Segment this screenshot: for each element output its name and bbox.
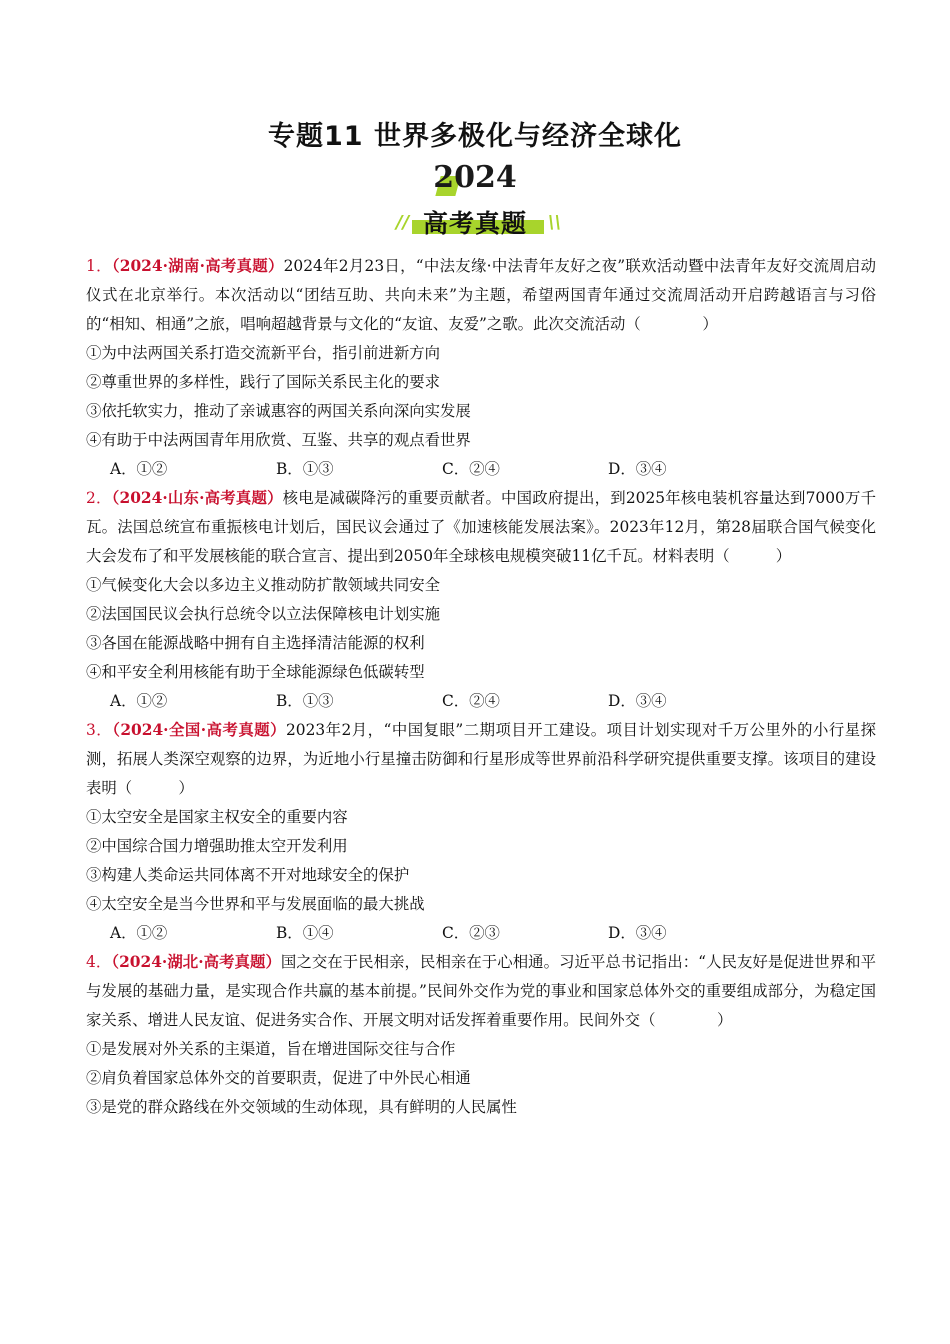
- choice-b[interactable]: B．①④: [276, 924, 334, 942]
- answer-choices: [86, 687, 876, 716]
- statement-option: ③构建人类命运共同体离不开对地球安全的保护: [86, 866, 410, 884]
- question-source: （2024·山东·高考真题）: [111, 489, 283, 507]
- question-number: 2．: [86, 489, 112, 507]
- choice-b[interactable]: B．①③: [276, 460, 334, 478]
- question-source: （2024·湖南·高考真题）: [111, 257, 284, 275]
- question-3: [86, 716, 876, 948]
- statement-option: ③依托软实力，推动了亲诚惠容的两国关系向深向实发展: [86, 402, 471, 420]
- question-stem: [86, 484, 876, 571]
- choice-a[interactable]: A．①②: [110, 692, 168, 710]
- choice-a[interactable]: A．①②: [110, 924, 168, 942]
- question-stem: [86, 948, 876, 1035]
- question-list: [86, 252, 876, 1122]
- statement-option: ④有助于中法两国青年用欣赏、互鉴、共享的观点看世界: [86, 431, 471, 449]
- choice-a[interactable]: A．①②: [110, 460, 168, 478]
- choice-c[interactable]: C．②④: [442, 460, 500, 478]
- answer-choices: [86, 919, 876, 948]
- year-label: 2024: [433, 160, 517, 195]
- choice-d[interactable]: D．③④: [608, 692, 667, 710]
- question-1: [86, 252, 876, 484]
- statement-option: ①是发展对外关系的主渠道，旨在增进国际交往与合作: [86, 1040, 456, 1058]
- choice-d[interactable]: D．③④: [608, 460, 667, 478]
- statement-option: ②法国国民议会执行总统令以立法保障核电计划实施: [86, 605, 440, 623]
- year-heading: [0, 160, 950, 196]
- question-4: [86, 948, 876, 1122]
- banner-slash-left-icon: //: [396, 212, 410, 233]
- statement-option: ②尊重世界的多样性，践行了国际关系民主化的要求: [86, 373, 440, 391]
- statement-option: ③是党的群众路线在外交领域的生动体现，具有鲜明的人民属性: [86, 1098, 517, 1116]
- choice-c[interactable]: C．②③: [442, 924, 500, 942]
- banner-label: 高考真题: [422, 209, 527, 238]
- question-text: 2023年2月，“中国复眼”二期项目开工建设。项目计划实现对千万公里外的小行星探测，拓展人类深空观察的边界，为近地小行星撞击防御和行星形成等世界前沿科学研究提供重要支撑。该项目的建设表明（ ）: [86, 721, 876, 797]
- banner-slash-right-icon: \\: [548, 212, 562, 233]
- statement-option: ②中国综合国力增强助推太空开发利用: [86, 837, 348, 855]
- question-stem: [86, 716, 876, 803]
- choice-b[interactable]: B．①③: [276, 692, 334, 710]
- statement-option: ④和平安全利用核能有助于全球能源绿色低碳转型: [86, 663, 425, 681]
- question-2: [86, 484, 876, 716]
- choice-d[interactable]: D．③④: [608, 924, 667, 942]
- question-source: （2024·湖北·高考真题）: [111, 953, 281, 971]
- statement-option: ①气候变化大会以多边主义推动防扩散领域共同安全: [86, 576, 440, 594]
- question-stem: [86, 252, 876, 339]
- question-number: 3．: [86, 721, 113, 739]
- statement-option: ①为中法两国关系打造交流新平台，指引前进新方向: [86, 344, 440, 362]
- statement-option: ③各国在能源战略中拥有自主选择清洁能源的权利: [86, 634, 425, 652]
- page-title: 专题11 世界多极化与经济全球化: [268, 121, 682, 152]
- question-number: 1．: [86, 257, 112, 275]
- section-banner: [0, 202, 950, 242]
- statement-option: ②肩负着国家总体外交的首要职责，促进了中外民心相通: [86, 1069, 471, 1087]
- question-text: 国之交在于民相亲，民相亲在于心相通。习近平总书记指出：“人民友好是促进世界和平与发展的基础力量，是实现合作共赢的基本前提。”民间外交作为党的事业和国家总体外交的重要组成部分，为稳定国家关系、增进人民友谊、促进务实合作、开展文明对话发挥着重要作用。民间外交（ ）: [86, 953, 876, 1029]
- statement-option: ④太空安全是当今世界和平与发展面临的最大挑战: [86, 895, 425, 913]
- question-text: 核电是减碳降污的重要贡献者。中国政府提出，到2025年核电装机容量达到7000万千瓦。法国总统宣布重振核电计划后，国民议会通过了《加速核能发展法案》。2023年12月，第28届联合国气候变化大会发布了和平发展核能的联合宣言、提出到2050年全球核电规模突破11亿千瓦。材料表明（ ）: [86, 489, 876, 565]
- question-number: 4．: [86, 953, 112, 971]
- answer-choices: [86, 455, 876, 484]
- choice-c[interactable]: C．②④: [442, 692, 500, 710]
- question-source: （2024·全国·高考真题）: [112, 721, 286, 739]
- statement-option: ①太空安全是国家主权安全的重要内容: [86, 808, 348, 826]
- question-text: 2024年2月23日，“中法友缘·中法青年友好之夜”联欢活动暨中法青年友好交流周启动仪式在北京举行。本次活动以“团结互助、共向未来”为主题，希望两国青年通过交流周活动开启跨越语言与习俗的“相知、相通”之旅，唱响超越背景与文化的“友谊、友爱”之歌。此次交流活动（ ）: [86, 257, 876, 333]
